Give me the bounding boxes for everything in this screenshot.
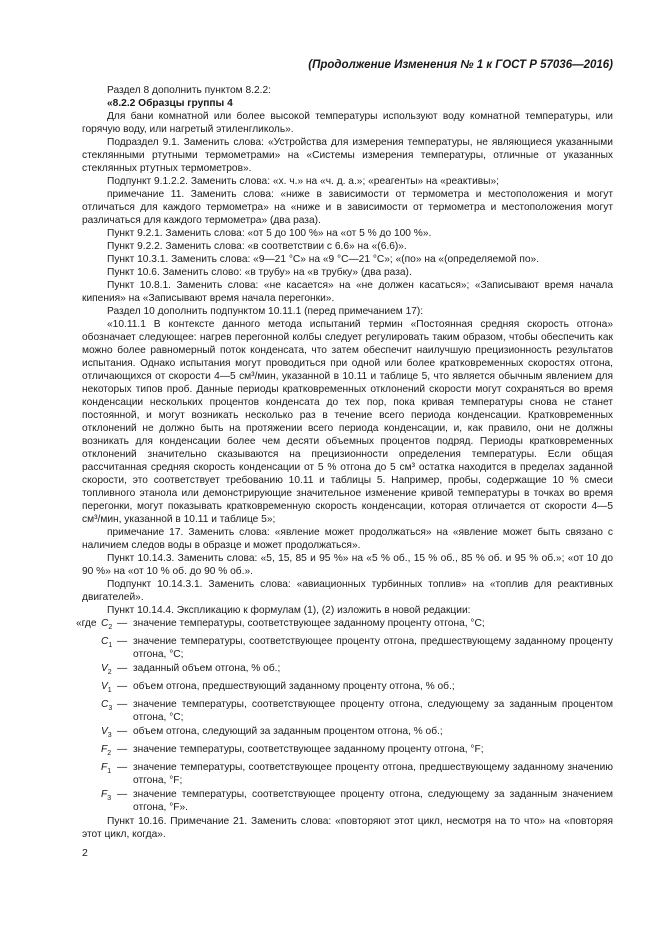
definition-text: значение температуры, соответствующее проценту отгона, следующему за заданным процентом отгона, °С; <box>133 699 613 724</box>
page-number: 2 <box>82 847 88 859</box>
paragraph: Раздел 10 дополнить подпунктом 10.11.1 (перед примечанием 17): <box>107 306 424 317</box>
paragraph: Пункт 10.14.4. Экспликацию к формулам (1), (2) изложить в новой редакции: <box>107 605 471 616</box>
definition-item: $C_3$ — значение температуры, соответствующее проценту отгона, следующему за заданным процентом отгона, °С; <box>101 699 613 724</box>
paragraph: Пункт 10.3.1. Заменить слова: «9—21 °С» на «9 °С—21 °С»; «(по» на «(определяемой по». <box>107 254 540 265</box>
definition-item: $F_2$ — значение температуры, соответствующее заданному проценту отгона, °F; <box>82 743 613 760</box>
document-body <box>76 84 613 841</box>
formula-explanation-list <box>76 617 613 814</box>
symbol: $C_2$ <box>101 618 113 632</box>
paragraph-final: Пункт 10.16. Примечание 21. Заменить слова: «повторяют этот цикл, несмотря на то что» на «повторяя этот цикл, когда». <box>82 816 613 841</box>
paragraph: Пункт 9.2.2. Заменить слова: «в соответствии с 6.6» на «(6.6)». <box>107 241 407 252</box>
definition-text: значение температуры, соответствующее заданному проценту отгона, °F; <box>133 744 484 756</box>
clause-heading: «8.2.2 Образцы группы 4 <box>107 98 233 109</box>
definition-text: значение температуры, соответствующее проценту отгона, предшествующему заданному значению отгона, °F; <box>133 762 613 787</box>
symbol: $F_2$ <box>101 744 112 758</box>
symbol: $V_3$ <box>101 726 112 740</box>
paragraph: примечание 17. Заменить слова: «явление может продолжаться» на «явление может быть связано с наличием следов воды в образце и может продолжаться». <box>82 527 613 551</box>
symbol: $V_2$ <box>101 663 112 677</box>
paragraph-long: «10.11.1 В контексте данного метода испытаний термин «Постоянная средняя скорость отгона» обозначает следующее: нагрев перегонной колбы следует регулировать таким образом, чтобы обеспечить как можно более равномерный поток конденсата, что затем обеспечит наилучшую прецизионность результатов испытания. Однако испытания могут проводиться при одной или более кратковременных скоростях отгона, отличающихся от скорости 4—5 см³/мин, указанной в 10.11 и таблице 5, что является обычным явлением для некоторых типов проб. Данные периоды кратковременных отклонений скорости могут сохраняться во время конденсации нескольких процентов конденсата до тех пор, пока кривая температуры снова не станет постоянной, и могут возникать несколько раз в течение всего периода конденсации. Кратковременных отклонений не должно быть на протяжении всего периода конденсации, и, как правило, они не должны возникать для конденсации более чем десяти объемных процентов подряд. Периоды кратковременных отклонений значительно сказываются на прецизионности определения температуры. Если общая рассчитанная средняя скорость конденсации от 5 % отгона до 5 см³ остатка находится в пределах заданной скорости, это соответствует требованию 10.11 и таблицы 5. Например, пробы, содержащие 10 % смеси топливного этанола или демонстрирующие значительное изменение кривой температуры в точках во время перегонки, могут показывать кратковременную скорость конденсации, которая отличается от скорости 4—5 см³/мин, указанной в 10.11 и таблице 5»; <box>82 319 613 525</box>
definition-item: $V_3$ — объем отгона, следующий за заданным процентом отгона, % об.; <box>82 725 613 742</box>
paragraph: Для бани комнатной или более высокой температуры используют воду комнатной температуры, или горячую воду, или нагретый этиленгликоль». <box>82 111 613 135</box>
definition-item: $V_2$ — заданный объем отгона, % об.; <box>82 662 613 679</box>
paragraph: Подраздел 9.1. Заменить слова: «Устройства для измерения температуры, не являющиеся указанными стеклянными ртутными термометрами» на «Системы измерения температуры, отличные от указанных стеклянных ртутных термометров». <box>82 137 613 174</box>
definition-text: объем отгона, предшествующий заданному проценту отгона, % об.; <box>133 681 455 693</box>
paragraph: Подпункт 10.14.3.1. Заменить слова: «авиационных турбинных топлив» на «топлив для реактивных двигателей». <box>82 579 613 603</box>
definition-text: значение температуры, соответствующее проценту отгона, предшествующему заданному проценту отгона, °С; <box>133 636 613 661</box>
definition-item: $F_3$ — значение температуры, соответствующее проценту отгона, следующему за заданным значением отгона, °F». <box>101 789 613 814</box>
where-prefix: «где <box>76 618 97 629</box>
symbol: $F_3$ <box>101 789 112 803</box>
symbol: $V_1$ <box>101 681 112 695</box>
paragraph: Подпункт 9.1.2.2. Заменить слова: «х. ч.» на «ч. д. а.»; «реагенты» на «реактивы»; <box>107 176 499 187</box>
paragraph: Пункт 10.14.3. Заменить слова: «5, 15, 85 и 95 %» на «5 % об., 15 % об., 85 % об. и 95 % об.»; «от 10 до 90 %» на «от 10 % об. до 90 % об.». <box>82 553 613 577</box>
paragraph: Пункт 10.8.1. Заменить слова: «не касается» на «не должен касаться»; «Записывают время начала кипения» на «Записывают время начала перегонки». <box>82 280 613 304</box>
definition-item: «где $C_2$ — значение температуры, соответствующее заданному проценту отгона, °С; <box>82 617 613 634</box>
document-header: (Продолжение Изменения № 1 к ГОСТ Р 57036—2016) <box>308 59 613 71</box>
symbol: $C_3$ <box>101 699 113 713</box>
symbol: $C_1$ <box>101 636 113 650</box>
definition-item: $V_1$ — объем отгона, предшествующий заданному проценту отгона, % об.; <box>82 680 613 697</box>
paragraph: примечание 11. Заменить слова: «ниже в зависимости от термометра и местоположения и могут отличаться для каждого термометра» на «ниже и в зависимости от термометра и местоположения могут различаться для каждого термометра» (два раза). <box>82 189 613 226</box>
paragraph: Пункт 10.6. Заменить слово: «в трубу» на «в трубку» (два раза). <box>107 267 412 278</box>
paragraph: Раздел 8 дополнить пунктом 8.2.2: <box>107 85 271 96</box>
definition-item: $C_1$ — значение температуры, соответствующее проценту отгона, предшествующему заданному проценту отгона, °С; <box>101 636 613 661</box>
definition-text: заданный объем отгона, % об.; <box>133 663 281 675</box>
definition-item: $F_1$ — значение температуры, соответствующее проценту отгона, предшествующему заданному значению отгона, °F; <box>101 762 613 787</box>
symbol: $F_1$ <box>101 762 112 776</box>
definition-text: объем отгона, следующий за заданным процентом отгона, % об.; <box>133 726 443 738</box>
definition-text: значение температуры, соответствующее проценту отгона, следующему за заданным значением отгона, °F». <box>133 789 613 814</box>
paragraph: Пункт 9.2.1. Заменить слова: «от 5 до 100 %» на «от 5 % до 100 %». <box>107 228 432 239</box>
definition-text: значение температуры, соответствующее заданному проценту отгона, °С; <box>133 618 485 629</box>
